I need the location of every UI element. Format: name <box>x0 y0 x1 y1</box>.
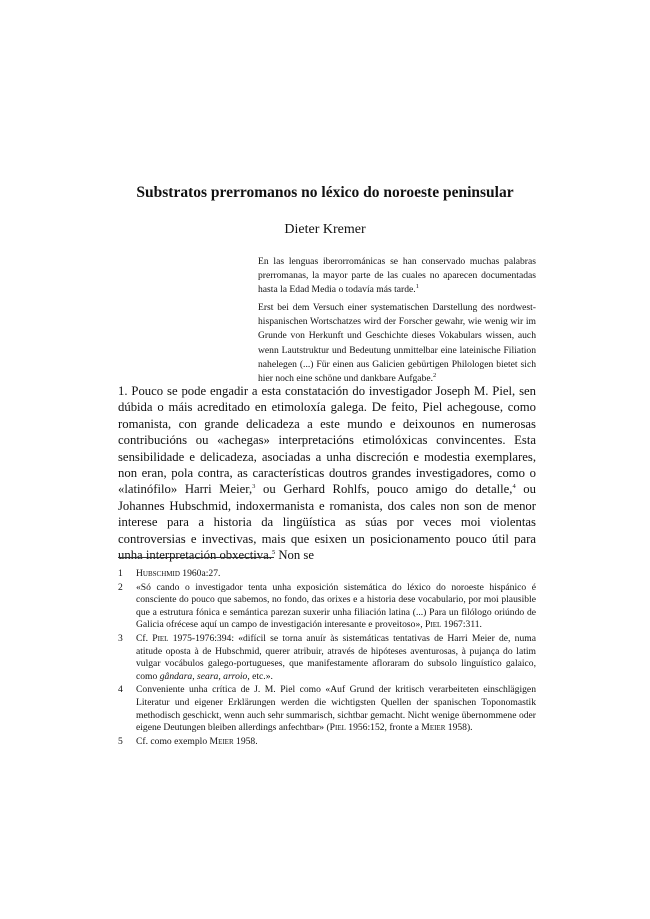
footnote-3: 3 Cf. Piel 1975-1976:394: «difícil se torna anuír às sistemáticas tentativas de Harri Meier de, numa atitude oposta à de Hubschmid, querer atribuir, através de hipóteses aventurosas, à pujança do latim vulgar vocábulos galego-portugueses, que manifestamente afloraram do subsolo linguístico galaico, como gândara, seara, arroio, etc.». <box>118 632 536 682</box>
footnotes <box>118 568 536 749</box>
footnote-ref-5: 5 <box>271 548 276 556</box>
footnote-2: 2 «Só cando o investigador tenta unha exposición sistemática do léxico do noroeste hispánico é consciente do pouco que sabemos, no fondo, das orixes e a historia dese vocabulario, por moi plausible que a estrutura fónica e semántica parezan suxerir unha filiación latina (...) Para un filólogo oriúndo de Galicia ofrécese aquí un campo de investigación interesante e proveitoso», Piel 1967:311. <box>118 581 536 631</box>
footnote-5: 5 Cf. como exemplo Meier 1958. <box>118 735 258 747</box>
body-paragraph: 1. Pouco se pode engadir a esta constatación do investigador Joseph M. Piel, sen dúbida o máis acreditado en etimoloxía galega. De feito, Piel achegouse, como romanista, con grande delicadeza a este mundo e deixounos en numerosas contribucións ou «achegas» interpretacións etimolóxicas convincentes. Esta sensibilidade e delicadeza, asociadas a unha discreción e modestia exemplares, non eran, pola contra, as características doutros grandes investigadores, como o «latinófilo» Harri Meier,$^3$ ou Gerhard Rohlfs, pouco amigo do detalle,$^4$ ou Johannes Hubschmid, indoxermanista e romanista, dos cales non son de menor interese para a historia da lingüística as súas por veces moi violentas controversias e invectivas, mais que esixen un posicionamento pouco útil para unha interpretación obxectiva.$^5$ Non se <box>118 384 536 563</box>
author-name: Dieter Kremer <box>284 222 366 237</box>
footnote-ref-4: 4 <box>512 483 516 491</box>
paper-title: Substratos prerromanos no léxico do noroeste peninsular <box>136 184 514 201</box>
footnote-separator <box>118 557 274 558</box>
footnote-1: 1 Hubschmid 1960a:27. <box>118 568 221 579</box>
footnote-ref-1: 1 <box>415 283 419 291</box>
epigraph-quote-german: Erst bei dem Versuch einer systematischen Darstellung des nordwest-hispanischen Wortschatzes wird der Forscher gewahr, wie wenig wir im Grunde von Herkunft und Geschichte dieses Vokabulars wissen, auch wenn Lautstruktur und Bedeutung unmittelbar eine lateinische Filiation nahelegen (...) Für einen aus Galicien gebürtigen Philologen bietet sich hier noch eine schöne und dankbare Aufgabe.$^2$ <box>258 302 536 385</box>
footnote-4: 4 Conveniente unha crítica de J. M. Piel como «Auf Grund der kritisch verarbeiteten einschlägigen Literatur und eigener Erklärungen werden die wichtigsten Quellen der spanischen Toponomastik methodisch geschickt, wenn auch sehr summarisch, sichtbar gemacht. Nicht wenige übernommene oder eigene Deutungen bleiben allerdings anfechtbar» (Piel 1956:152, fronte a Meier 1958). <box>118 684 536 734</box>
footnote-ref-3: 3 <box>252 483 256 491</box>
epigraph-quote-spanish: En las lenguas iberorrománicas se han conservado muchas palabras prerromanas, la mayor parte de las cuales no aparecen documentadas hasta la Edad Media o todavía más tarde.$^1$ <box>258 256 536 296</box>
footnote-ref-2: 2 <box>433 371 437 379</box>
